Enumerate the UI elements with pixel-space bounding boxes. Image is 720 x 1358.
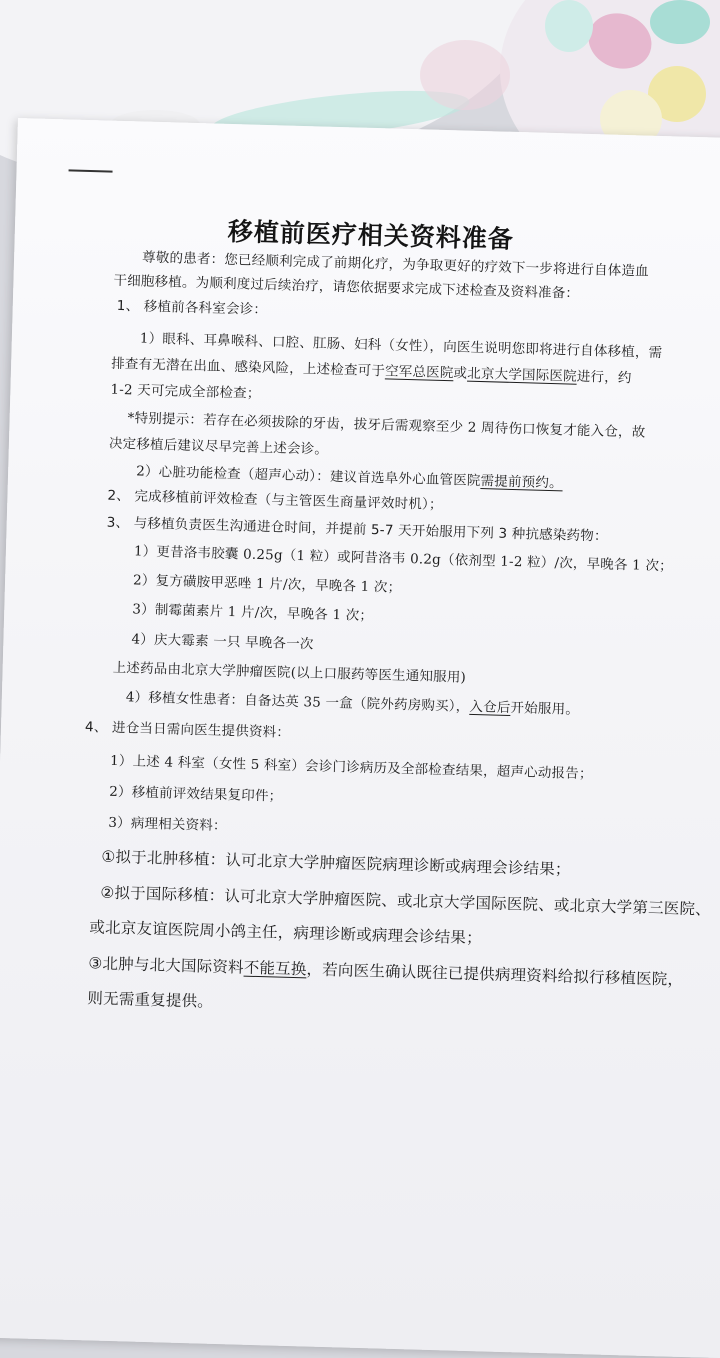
- med-3: 3）制霉菌素片 1 片/次，早晚各 1 次；: [132, 601, 374, 625]
- pathology-item-3b: 则无需重复提供。: [87, 989, 214, 1011]
- req-3: 3）病理相关资料：: [108, 814, 227, 835]
- s1-p1: 1）眼科、耳鼻喉科、口腔、肛肠、妇科（女性），向医生说明您即将进行自体移植，需: [139, 330, 663, 362]
- document-page: [0, 118, 720, 1358]
- hospital-link-2: 北京大学国际医院: [467, 365, 578, 385]
- page-title: 移植前医疗相关资料准备: [227, 216, 515, 254]
- section-3-heading: 3、 与移植负责医生沟通进仓时间，并提前 5-7 天开始服用下列 3 种抗感染药物：: [106, 514, 608, 545]
- req-2: 2）移植前评效结果复印件；: [108, 783, 283, 805]
- med-1: 1）更昔洛韦胶囊 0.25g（1 粒）或阿昔洛韦 0.2g（依剂型 1-2 粒）/次，早晚各 1 次；: [133, 543, 674, 575]
- hospital-link-1: 空军总医院: [384, 363, 454, 382]
- req-1: 1）上述 4 科室（女性 5 科室）会诊门诊病历及全部检查结果，超声心动报告；: [109, 752, 593, 783]
- not-interchangeable: 不能互换: [243, 958, 307, 979]
- intro-line-1: 尊敬的患者：您已经顺利完成了前期化疗，为争取更好的疗效下一步将进行自体造血: [141, 249, 650, 280]
- pathology-item-1: ①拟于北肿移植：认可北京大学肿瘤医院病理诊断或病理会诊结果；: [101, 847, 571, 879]
- special-note-2: 决定移植后建议尽早完善上述会诊。: [108, 435, 329, 458]
- s1-p2: 2）心脏功能检查（超声心动）：建议首选阜外心血管医院需提前预约。: [135, 463, 563, 492]
- s1-p1c: 1-2 天可完成全部检查；: [110, 381, 261, 402]
- s1-p1b: 排查有无潜在出血、感染风险，上述检查可于空军总医院或北京大学国际医院进行，约: [110, 355, 632, 387]
- dash-mark: [69, 169, 113, 172]
- after-admission-note: 入仓后: [469, 698, 511, 716]
- pathology-item-3: ③北肿与北大国际资料不能互换，若向医生确认既往已提供病理资料给拟行移植医院，: [88, 954, 684, 989]
- med-source: 上述药品由北京大学肿瘤医院(以上口服药等医生通知服用): [112, 659, 467, 686]
- section-1-heading: 1、 移植前各科室会诊：: [116, 297, 268, 319]
- section-2-heading: 2、 完成移植前评效检查（与主管医生商量评效时机）；: [107, 487, 443, 514]
- pathology-item-2: ②拟于国际移植：认可北京大学肿瘤医院、或北京大学国际医院、或北京大学第三医院、: [100, 883, 712, 919]
- special-note-1: *特别提示：若存在必须拔除的牙齿，拔牙后需观察至少 2 周待伤口恢复才能入仓，故: [127, 410, 646, 441]
- med-5: 4）移植女性患者：自备达英 35 一盒（院外药房购买），入仓后开始服用。: [125, 689, 580, 718]
- section-4-heading: 4、 进仓当日需向医生提供资料：: [84, 719, 291, 741]
- med-2: 2）复方磺胺甲恶唑 1 片/次，早晚各 1 次；: [132, 572, 402, 596]
- med-4: 4）庆大霉素 一只 早晚各一次: [131, 631, 314, 653]
- appointment-note: 需提前预约。: [480, 473, 563, 492]
- intro-line-2: 干细胞移植。为顺利度过后续治疗，请您依据要求完成下述检查及资料准备：: [113, 272, 580, 302]
- pathology-item-2b: 或北京友谊医院周小鸽主任，病理诊断或病理会诊结果；: [89, 918, 483, 948]
